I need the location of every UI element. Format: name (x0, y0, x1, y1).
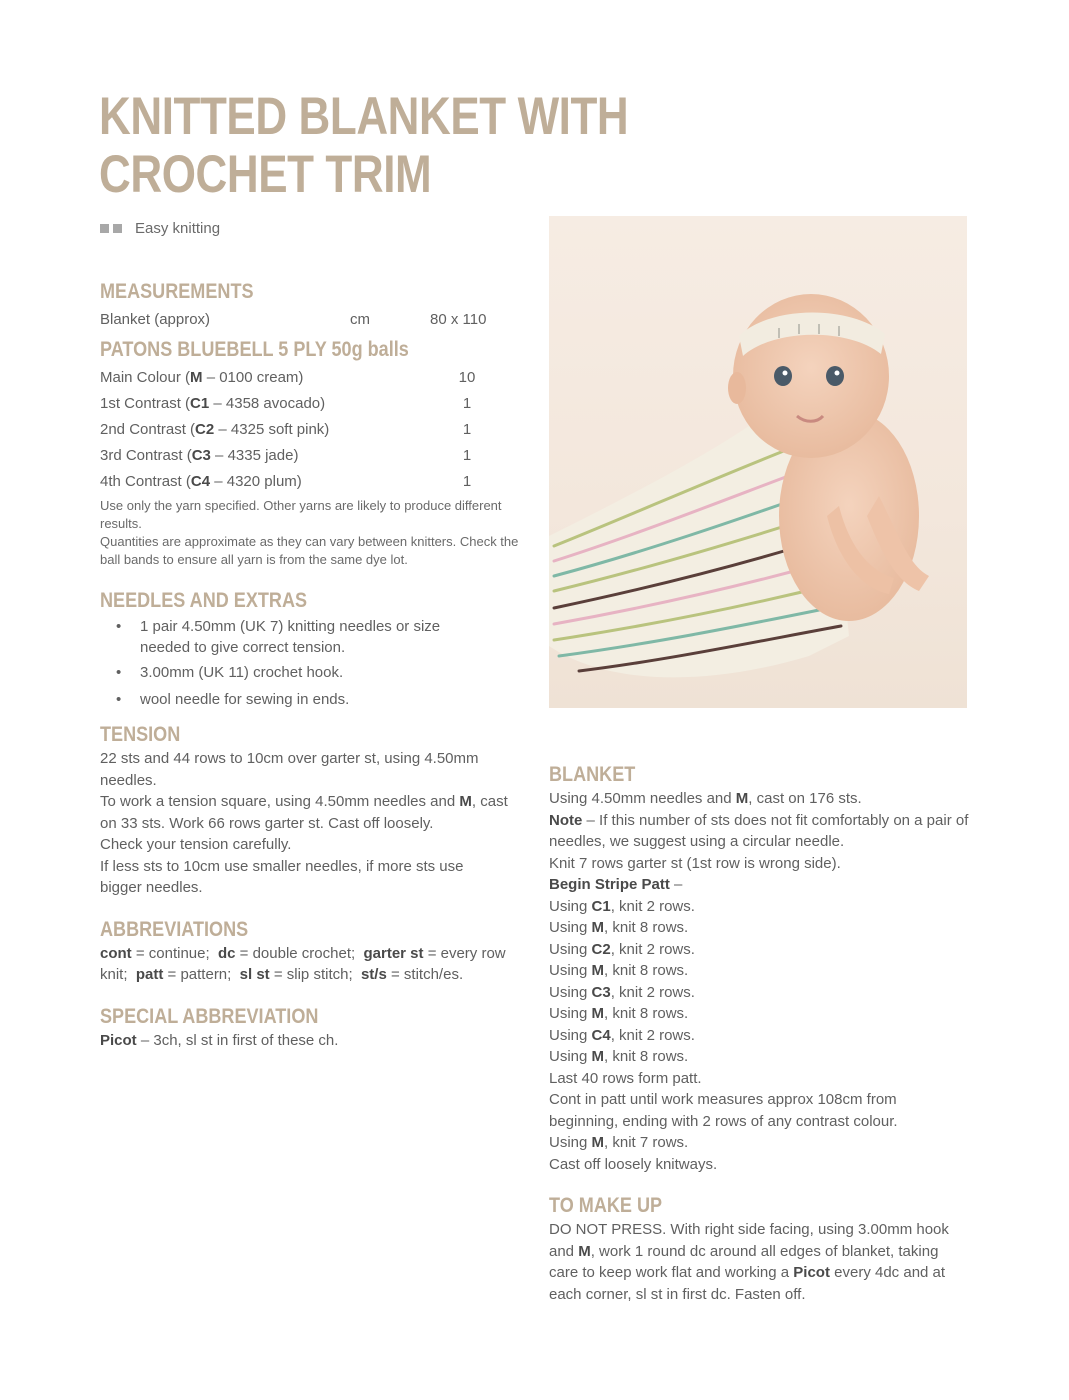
yarn-quantity: 1 (462, 447, 472, 464)
yarn-heading: PATONS BLUEBELL 5 PLY 50g balls (100, 338, 409, 361)
baby-blanket-photo (549, 216, 967, 708)
abbreviations-section (100, 917, 520, 986)
text: , knit 2 rows. (610, 940, 695, 958)
text: Using (549, 897, 592, 915)
text: Using (549, 1005, 592, 1022)
text: – 4335 jade) (210, 447, 299, 464)
yarn-row (100, 417, 520, 443)
definition: – 3ch, sl st in first of these ch. (136, 1031, 339, 1049)
title-line-2: CROCHET TRIM (99, 145, 432, 204)
text: Using (549, 1026, 592, 1044)
needles-heading: NEEDLES AND EXTRAS (100, 589, 308, 612)
text: , knit 2 rows. (610, 983, 695, 1001)
text: – 4320 plum) (210, 473, 302, 490)
stripe-row (549, 939, 979, 961)
tension-section (100, 722, 520, 899)
colour-code: M (591, 1005, 605, 1022)
blanket-cast-off: Cast off loosely knitways. (549, 1155, 718, 1173)
list-item: • wool needle for sewing in ends. (100, 689, 470, 710)
abbreviation-definition: = every row knit; (100, 944, 510, 983)
colour-code: M (591, 919, 605, 936)
tension-p4: If less sts to 10cm use smaller needles, if more sts use bigger needles. (100, 857, 464, 896)
colour-code: M (459, 793, 472, 810)
abbreviation-definition: = continue; (131, 944, 218, 962)
text: , knit 8 rows. (604, 962, 689, 979)
measurement-unit: cm (350, 311, 370, 328)
text: , knit 2 rows. (610, 1026, 695, 1044)
abbreviation-definition: = stitch/es. (386, 966, 464, 983)
list-item: • 3.00mm (UK 11) crochet hook. (100, 662, 470, 683)
blanket-note (549, 810, 969, 853)
text: , knit 8 rows. (604, 919, 689, 936)
colour-code: C3 (591, 983, 611, 1001)
abbreviations-text (100, 943, 520, 986)
measurement-item: Blanket (approx) (100, 311, 211, 328)
yarn-quantity: 1 (462, 473, 472, 490)
yarn-name (100, 365, 452, 391)
stripe-row (549, 982, 979, 1004)
blanket-line-3: Knit 7 rows garter st (1st row is wrong side). (549, 854, 841, 872)
stripe-heading (549, 874, 979, 896)
text: , knit 8 rows. (604, 1048, 689, 1065)
blanket-final (549, 1132, 979, 1154)
colour-code: C3 (191, 447, 211, 464)
tension-p1: 22 sts and 44 rows to 10cm over garter st, using 4.50mm needles. (100, 750, 479, 789)
text: – 4325 soft pink) (214, 421, 330, 438)
text: DO NOT PRESS. With right side facing, using 3.00mm hook and (549, 1221, 949, 1260)
text: 2nd Contrast ( (100, 421, 196, 438)
title-line-1: KNITTED BLANKET WITH (99, 87, 629, 146)
colour-code: M (591, 1134, 605, 1151)
text: – 0100 cream) (202, 369, 304, 386)
text: Using (549, 983, 592, 1001)
text: , cast on 33 sts. Work 66 rows garter st. Cast off loosely. (100, 793, 508, 832)
abbreviation-definition: = slip stitch; (269, 966, 361, 983)
blanket-cont: Cont in patt until work measures approx 108cm from beginning, ending with 2 rows of any contrast colour. (549, 1091, 898, 1130)
tension-heading: TENSION (100, 723, 181, 746)
colour-code: C4 (591, 1026, 611, 1044)
text: , work 1 round dc around all edges of blanket, taking care to keep work flat and working a (549, 1242, 939, 1281)
yarn-section (100, 337, 520, 569)
yarn-quantity: 10 (458, 369, 476, 386)
skill-square-icon (113, 224, 122, 233)
skill-level-label: Easy knitting (135, 220, 221, 237)
blanket-heading: BLANKET (549, 763, 636, 786)
text: Using (549, 1134, 592, 1151)
stripe-row (549, 960, 979, 982)
colour-code: M (190, 369, 203, 386)
colour-code: C2 (195, 421, 215, 438)
abbreviation-term: sl st (239, 966, 270, 983)
abbreviations-heading: ABBREVIATIONS (100, 917, 249, 941)
yarn-list (100, 365, 520, 495)
colour-code: C4 (190, 473, 211, 490)
term: Picot (793, 1264, 830, 1281)
colour-code: C2 (591, 940, 611, 958)
needles-section (100, 588, 520, 710)
text: – 4358 avocado) (209, 395, 326, 412)
stripe-row (549, 896, 979, 918)
abbreviation-term: garter st (363, 944, 424, 962)
stripe-row (549, 1003, 979, 1025)
left-column (100, 279, 520, 1051)
text: 1st Contrast ( (100, 395, 191, 412)
tension-p2 (100, 791, 510, 834)
colour-code: M (591, 962, 605, 979)
text: 4th Contrast ( (100, 473, 191, 490)
blanket-line-1 (549, 788, 979, 810)
text: Using (549, 919, 592, 936)
page-title (99, 88, 628, 204)
stripe-label: Begin Stripe Patt (549, 876, 670, 893)
skill-square-icon (100, 224, 109, 233)
stripe-list (549, 896, 979, 1068)
colour-code: M (591, 1048, 605, 1065)
needles-list (100, 616, 520, 710)
photo-illustration (549, 216, 967, 708)
make-up-section (549, 1193, 979, 1305)
stripe-row (549, 1025, 979, 1047)
abbreviation-term: dc (217, 944, 236, 962)
text: Using 4.50mm needles and (549, 790, 736, 807)
special-section (100, 1004, 520, 1052)
term: Picot (100, 1031, 137, 1049)
yarn-quantity: 1 (462, 421, 472, 438)
make-up-text (549, 1219, 969, 1305)
yarn-note-2: Quantities are approximate as they can vary between knitters. Check the ball bands to ensure all yarn is from the same dye lot. (100, 534, 519, 567)
text: , knit 7 rows. (604, 1134, 689, 1151)
stripe-row (549, 1046, 979, 1068)
abbreviation-definition: = pattern; (163, 966, 240, 983)
list-item: • 1 pair 4.50mm (UK 7) knitting needles or size needed to give correct tension. (100, 616, 470, 658)
text: Using (549, 962, 592, 979)
colour-code: C1 (190, 395, 210, 412)
blanket-last: Last 40 rows form patt. (549, 1069, 702, 1087)
right-column (549, 762, 979, 1305)
text: Using (549, 1048, 592, 1065)
special-text (100, 1030, 520, 1052)
measurements-row (100, 307, 520, 333)
yarn-row (100, 469, 520, 495)
colour-code: M (578, 1242, 591, 1260)
measurement-value: 80 x 110 (430, 311, 487, 328)
yarn-row (100, 365, 520, 391)
measurements-heading: MEASUREMENTS (100, 280, 254, 303)
text: , knit 2 rows. (610, 897, 695, 915)
tension-p3: Check your tension carefully. (100, 836, 292, 853)
abbreviation-term: patt (135, 966, 164, 983)
blanket-section (549, 762, 979, 1175)
stripe-row (549, 917, 979, 939)
text: Main Colour ( (100, 369, 191, 386)
text: To work a tension square, using 4.50mm needles and (100, 793, 460, 810)
colour-code: M (735, 790, 749, 807)
yarn-row (100, 391, 520, 417)
special-heading: SPECIAL ABBREVIATION (100, 1004, 319, 1028)
abbreviation-definition: = double crochet; (235, 944, 364, 962)
abbreviation-term: cont (100, 944, 132, 962)
text: every 4dc and at each corner, sl st in first dc. Fasten off. (549, 1264, 946, 1303)
text: – (669, 876, 683, 893)
text: , knit 8 rows. (604, 1005, 689, 1022)
yarn-note-1: Use only the yarn specified. Other yarns are likely to produce different results. (100, 498, 502, 531)
abbreviation-term: st/s (360, 966, 387, 983)
yarn-name (100, 417, 452, 443)
text: 3rd Contrast ( (100, 447, 192, 464)
text: – If this number of sts does not fit comfortably on a pair of needles, we suggest using a circular needle. (549, 811, 969, 850)
make-up-heading: TO MAKE UP (549, 1194, 663, 1217)
colour-code: C1 (591, 897, 611, 915)
measurements-section (100, 279, 520, 333)
yarn-quantity: 1 (462, 395, 472, 412)
skill-level (100, 220, 220, 237)
yarn-name (100, 469, 452, 495)
note-label: Note (549, 811, 583, 829)
text: , cast on 176 sts. (748, 790, 862, 807)
yarn-row (100, 443, 520, 469)
yarn-name (100, 391, 452, 417)
yarn-name (100, 443, 452, 469)
text: Using (549, 940, 592, 958)
